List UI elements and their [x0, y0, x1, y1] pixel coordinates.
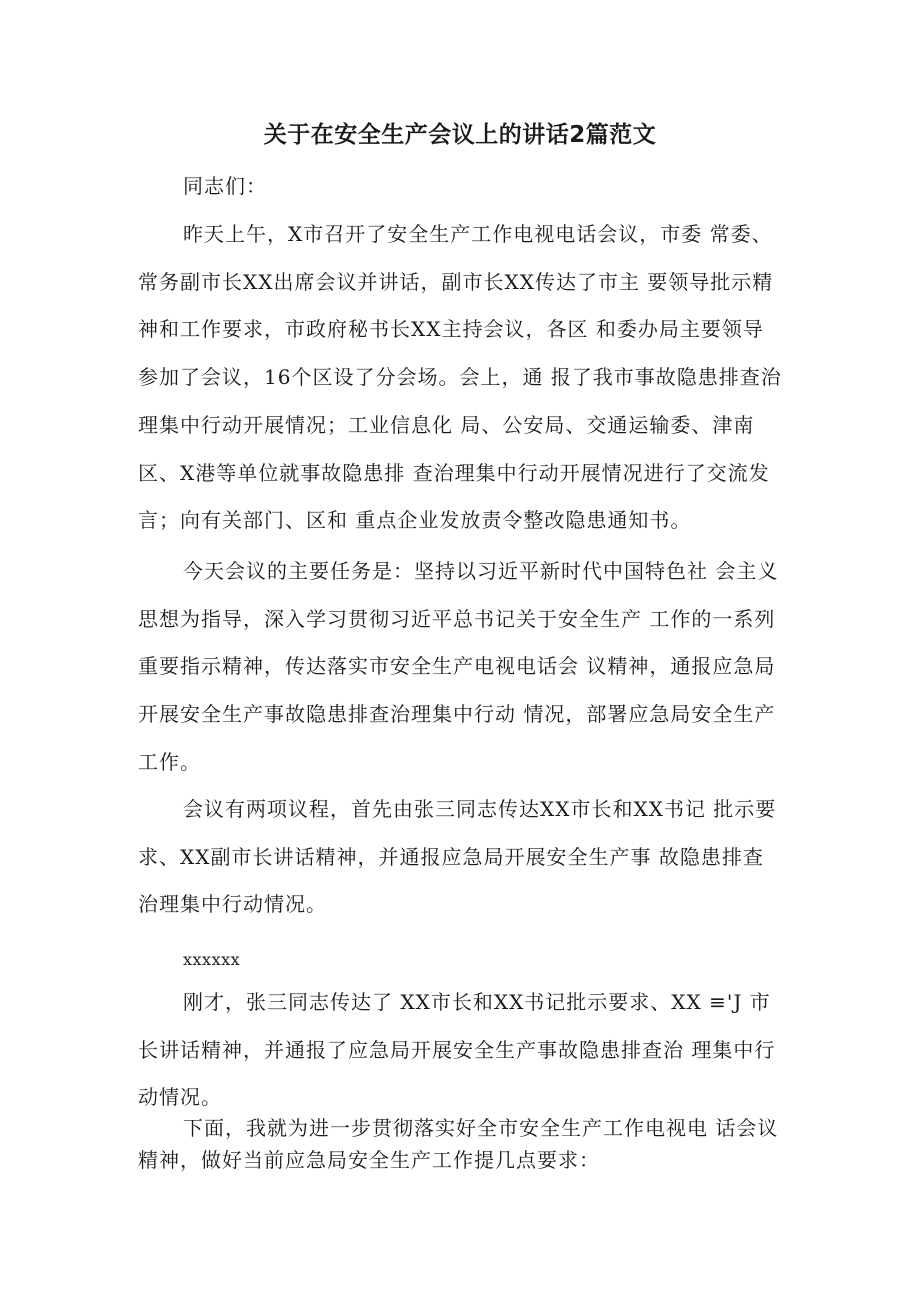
- paragraph-requirements-intro: 下面，我就为进一步贯彻落实好全市安全生产工作电视电 话会议精神，做好当前应急局安全生产工作提几点要求：: [138, 1116, 779, 1172]
- paragraph-main-tasks: 今天会议的主要任务是：坚持以习近平新时代中国特色社 会主义思想为指导，深入学习贯彻习近平总书记关于安全生产 工作的一系列重要指示精神，传达落实市安全生产电视电话会 议精神，通报应急局开展安全生产事故隐患排查治理集中行动 情况，部署应急局安全生产工作。: [138, 559, 779, 774]
- greeting: 同志们：: [183, 174, 267, 198]
- paragraph-agenda: 会议有两项议程，首先由张三同志传达XX市长和XX书记 批示要求、XX副市长讲话精神，并通报应急局开展安全生产事 故隐患排查治理集中行动情况。: [138, 797, 777, 917]
- document-title: 关于在安全生产会议上的讲话2篇范文: [263, 122, 657, 148]
- section-marker: xxxxxx: [183, 950, 241, 969]
- paragraph-recap: 刚才，张三同志传达了 XX市长和XX书记批示要求、XX ≡'J 市长讲话精神，并通报了应急局开展安全生产事故隐患排查治 理集中行动情况。: [138, 990, 776, 1110]
- paragraph-meeting-report: 昨天上午，X市召开了安全生产工作电视电话会议，市委 常委、常务副市长XX出席会议并讲话，副市长XX传达了市主 要领导批示精神和工作要求，市政府秘书长XX主持会议，各区 和委办局主要领导参加了会议，16个区设了分会场。会上，通 报了我市事故隐患排查治理集中行动开展情况；工业信息化 局、公安局、交通运输委、津南区、X港等单位就事故隐患排 查治理集中行动开展情况进行了交流发言；向有关部门、区和 重点企业发放责令整改隐患通知书。: [138, 222, 782, 533]
